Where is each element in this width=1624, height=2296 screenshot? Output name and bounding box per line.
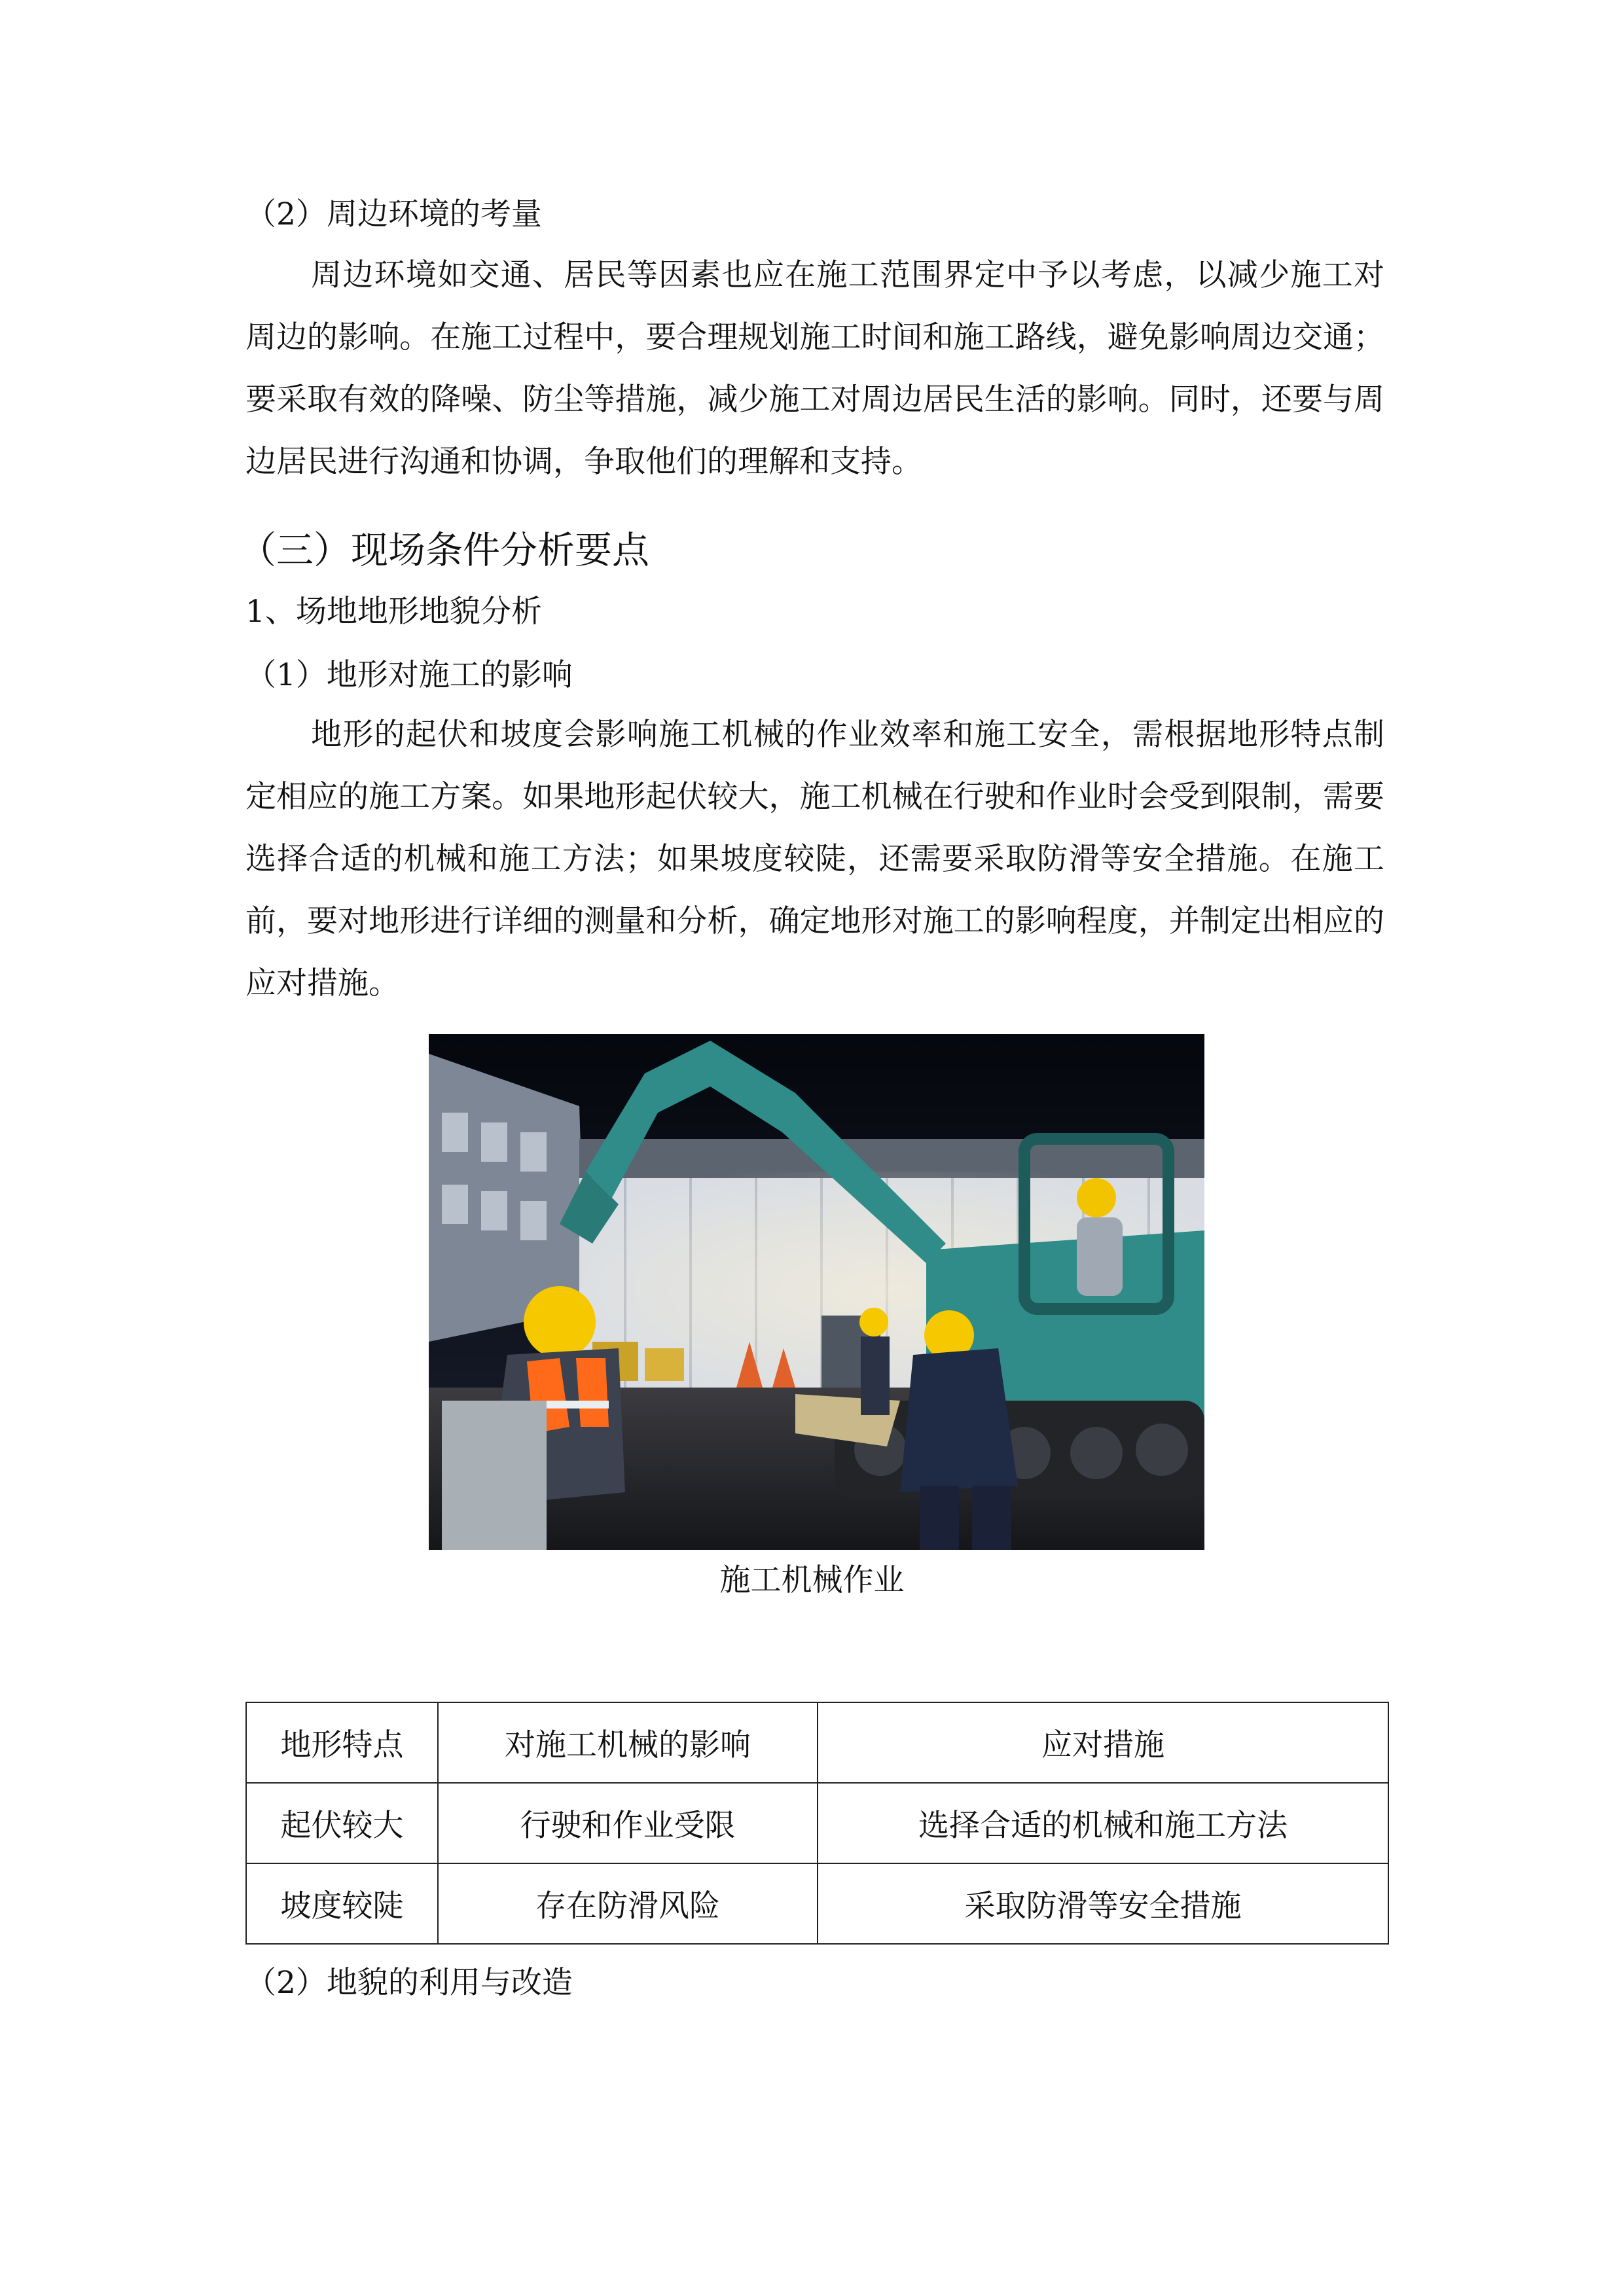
table-cell: 坡度较陡 bbox=[246, 1863, 438, 1944]
table-cell: 存在防滑风险 bbox=[438, 1863, 818, 1944]
item-1-paragraph: 地形的起伏和坡度会影响施工机械的作业效率和施工安全，需根据地形特点制定相应的施工方案。如果地形起伏较大，施工机械在行驶和作业时会受到限制，需要选择合适的机械和施工方法；如果坡度较陡，还需要采取防滑等安全措施。在施工前，要对地形进行详细的测量和分析，确定地形对施工的影响程度，并制定出相应的应对措施。 bbox=[245, 717, 1384, 1001]
table-header-row bbox=[246, 1702, 1388, 1783]
table-cell: 选择合适的机械和施工方法 bbox=[818, 1783, 1388, 1863]
table-cell: 行驶和作业受限 bbox=[438, 1783, 818, 1863]
subsection-1-heading: 1、场地地形地貌分析 bbox=[245, 594, 542, 630]
section-2-heading: （2）周边环境的考量 bbox=[245, 196, 542, 232]
section-2-paragraph: 周边环境如交通、居民等因素也应在施工范围界定中予以考虑，以减少施工对周边的影响。在施工过程中，要合理规划施工时间和施工路线，避免影响周边交通；要采取有效的降噪、防尘等措施，减少施工对周边居民生活的影响。同时，还要与周边居民进行沟通和协调，争取他们的理解和支持。 bbox=[245, 257, 1384, 480]
table-header-cell: 应对措施 bbox=[818, 1702, 1388, 1783]
table-row bbox=[246, 1863, 1388, 1944]
table-header-cell: 对施工机械的影响 bbox=[438, 1702, 818, 1783]
item-2-heading: （2）地貌的利用与改造 bbox=[245, 1965, 573, 2001]
part-heading: （三）现场条件分析要点 bbox=[239, 529, 649, 572]
table-header-cell: 地形特点 bbox=[246, 1702, 438, 1783]
table-cell: 采取防滑等安全措施 bbox=[818, 1863, 1388, 1944]
terrain-table bbox=[245, 1702, 1389, 1945]
item-1-heading: （1）地形对施工的影响 bbox=[245, 657, 573, 693]
table-row bbox=[246, 1783, 1388, 1863]
table-cell: 起伏较大 bbox=[246, 1783, 438, 1863]
construction-machinery-photo bbox=[429, 1034, 1204, 1550]
figure-caption: 施工机械作业 bbox=[719, 1562, 905, 1598]
